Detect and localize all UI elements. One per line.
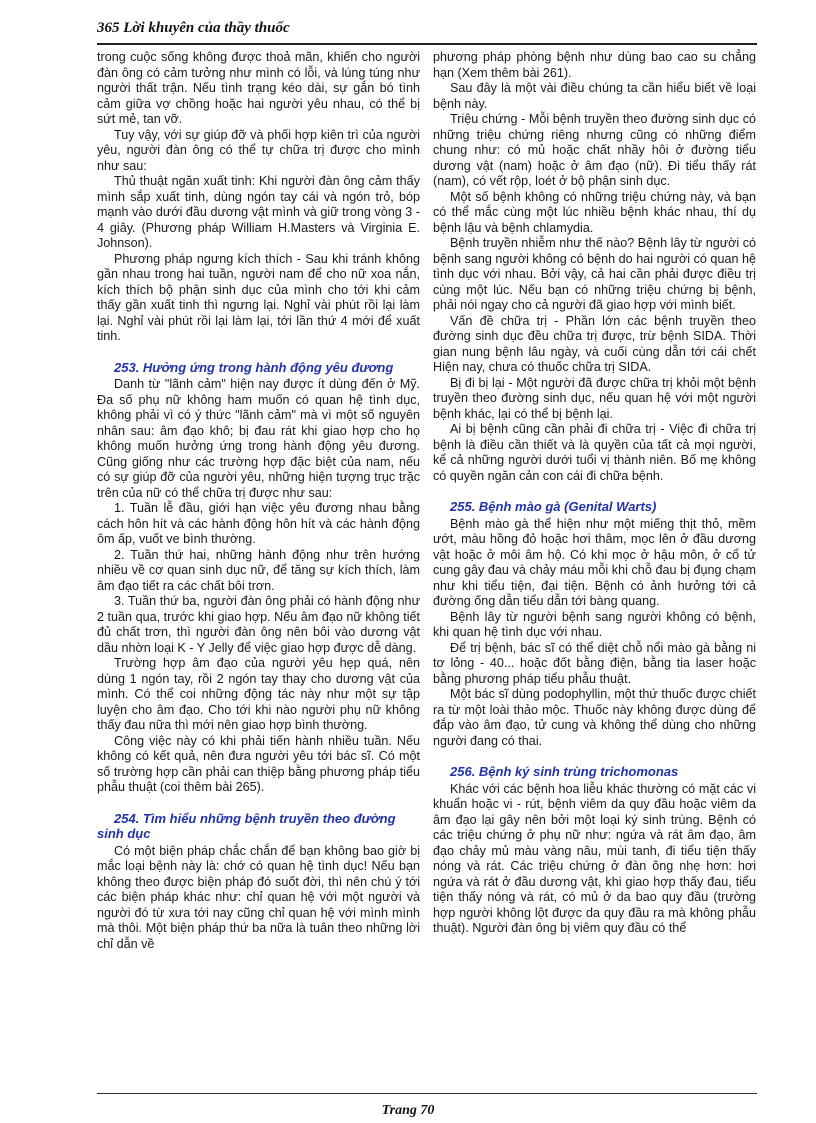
section-heading-254: 254. Tìm hiểu những bệnh truyền theo đường sinh dục <box>97 810 396 841</box>
paragraph: Trường hợp âm đạo của người yêu hẹp quá, nên dùng 1 ngón tay, rồi 2 ngón tay thay cho dương vật của mình. Có thể coi những động tác này như một sự tập luyện cho âm đạo. Cho tới khi nào người phụ nữ không thấy đau nữa thì mới nên giao hợp bình thường. <box>97 656 420 732</box>
paragraph: Bị đi bị lại - Một người đã được chữa trị khỏi một bệnh truyền theo đường sinh dục, nếu quan hệ với một người bệnh khác, lại có thể bị bệnh lại. <box>433 375 756 421</box>
paragraph: Tuy vậy, với sự giúp đỡ và phối hợp kiên trì của người yêu, người đàn ông có thể tự chữa trị được cho mình như sau: <box>97 127 420 173</box>
paragraph: Danh từ "lãnh cảm" hiện nay được ít dùng đến ở Mỹ. Đa số phụ nữ không ham muốn có quan hệ tình dục, không phải vì có ý thức "lãnh cảm" mà vì một số nguyên nhân sau: âm đạo khô; bị đau rát khi giao hợp cho họ không muốn hưởng ứng trong hành động yêu đương. Cũng giống như các trường hợp đặc biệt của nam, nếu có sự giúp đỡ của người yêu, những hiện tượng trục trặc trên của nữ có thể chữa trị được như sau: <box>97 377 420 500</box>
paragraph: Triệu chứng - Mỗi bệnh truyền theo đường sinh dục có những triệu chứng riêng nhưng cũng có những điểm chung như: có mủ hoặc chất nhầy hôi ở đường tiểu dương vật (nam) hoặc ở âm đạo (nữ). Đi tiểu thấy rát (nam), có vết rộp, loét ở bộ phận sinh dục. <box>433 112 756 188</box>
footer-divider <box>97 1093 757 1094</box>
paragraph: Bệnh lây từ người bệnh sang người không có bệnh, khi quan hệ tình dục với nhau. <box>433 609 756 639</box>
section-heading-253: 253. Hưởng ứng trong hành động yêu đương <box>114 359 394 375</box>
paragraph: Một bác sĩ dùng podophyllin, một thứ thuốc được chiết ra từ một loài thảo mộc. Thuốc này không được dùng để đắp vào âm đạo, tử cung và không thể dùng cho những người đang có thai. <box>433 687 756 748</box>
paragraph: Vấn đề chữa trị - Phần lớn các bệnh truyền theo đường sinh dục đều chữa trị được, trừ bệnh SIDA. Thời gian nung bệnh lâu ngày, và cuối cùng dẫn tới cái chết Hiện nay, chưa có thuốc chữa trị SIDA. <box>433 313 756 374</box>
paragraph: Công việc này có khi phải tiến hành nhiều tuần. Nếu không có kết quả, nên đưa người yêu tới bác sĩ. Có một số trường hợp cần phải can thiệp bằng phương pháp tiểu phẫu thuật (coi thêm bài 265). <box>97 733 420 794</box>
paragraph: Sau đây là một vài điều chúng ta cần hiểu biết về loại bệnh này. <box>433 81 756 111</box>
paragraph: Khác với các bệnh hoa liễu khác thường có mặt các vi khuẩn hoặc vi - rút, bệnh viêm da quy đầu hoặc viêm da âm đạo lại gây nên bởi một loại ký sinh trùng. Bệnh có các triệu chứng ở phụ nữ như: ngứa và rát âm đạo, âm đạo chảy mủ màu vàng nâu, mùi tanh, đi tiểu tiện thấy nóng và rát. Các triệu chứng ở đàn ông nhẹ hơn: hơi ngứa và rát ở đầu dương vật, khi giao hợp thấy đau, tiểu tiện thấy nóng và rát, có mủ ở da bao quy đầu (trường hợp người không lột được da quy đầu ra mà không phẫu thuật). Người đàn ông bị viêm quy đầu có thể <box>433 781 756 935</box>
paragraph: 1. Tuần lễ đầu, giới hạn việc yêu đương nhau bằng cách hôn hít và các hành động hôn hít và các hành động ôm ấp, vuốt ve bình thường. <box>97 501 420 546</box>
paragraph: Phương pháp ngưng kích thích - Sau khi tránh không gần nhau trong hai tuần, người nam để cho nữ xoa nắn, kích thích bộ phận sinh dục của mình cho tới khi cảm thấy gần xuất tinh thì ngưng lại. Nghỉ vài phút rồi lại làm lại. Nghỉ vài phút rồi lại làm lại, tới lần thứ 4 mới để xuất tinh. <box>97 251 420 343</box>
paragraph: Để trị bệnh, bác sĩ có thể diệt chỗ nổi mào gà bằng ni tơ lỏng - 40... hoặc đốt bằng điện, bằng tia laser hoặc bằng phương pháp tiểu phẫu thuật. <box>433 640 756 686</box>
page-number: Trang 70 <box>381 1103 435 1118</box>
paragraph: Ai bị bệnh cũng cần phải đi chữa trị - Việc đi chữa trị bệnh là điều cần thiết và là quyền của tất cả mọi người, kể cả những người dưới tuổi vị thành niên. Bố mẹ không có quyền ngăn cản con cái đi chữa bệnh. <box>433 422 756 483</box>
right-column <box>433 50 756 937</box>
paragraph: Bệnh truyền nhiễm như thế nào? Bệnh lây từ người có bệnh sang người không có bệnh do hai người có quan hệ tình dục với nhau. Bởi vậy, cả hai cần phải được điều trị cùng một lúc. Nếu bạn có những triệu chứng bị bệnh, phải nói ngay cho cả người đã giao hợp với mình biết. <box>433 236 756 312</box>
section-heading-256: 256. Bệnh ký sinh trùng trichomonas <box>450 764 679 779</box>
paragraph: trong cuộc sống không được thoả mãn, khiến cho người đàn ông có cảm tưởng như mình có lỗi, và lúng túng như người thất trận. Nếu tình trạng kéo dài, sự gắn bó tình cảm giữa vợ chồng hoặc hai người yêu nhau, có thể bị sứt mẻ, tan vỡ. <box>97 50 420 126</box>
left-column <box>97 50 420 952</box>
paragraph: 2. Tuần thứ hai, những hành động như trên hướng nhiều về cơ quan sinh dục nữ, để tăng sự kích thích, làm âm đạo tiết ra các chất bôi trơn. <box>97 547 420 593</box>
header-divider <box>97 43 757 45</box>
section-heading-255: 255. Bệnh mào gà (Genital Warts) <box>450 499 657 514</box>
paragraph: Thủ thuật ngăn xuất tinh: Khi người đàn ông cảm thấy mình sắp xuất tinh, dùng ngón tay cái và ngón trỏ, bóp mạnh vào dưới đầu dương vật mình và giữ trong vòng 3 - 4 giây. (Phương pháp William H.Masters và Virginia E. Johnson). <box>97 174 420 250</box>
paragraph: Một số bệnh không có những triệu chứng này, và bạn có thể mắc cùng một lúc nhiều bệnh khác nhau, thí dụ bệnh lậu và bệnh chlamydia. <box>433 189 756 235</box>
paragraph: Bệnh mào gà thể hiện như một miếng thịt thỏ, mềm ướt, màu hồng đỏ hoặc hơi thâm, mọc lên ở đầu dương vật hoặc ở môi âm hộ. Có khi mọc ở hậu môn, ở cổ tử cung gây đau và chảy máu mỗi khi chỗ đau bị đụng chạm như khi tiểu tiện, đại tiện. Bệnh có ảnh hưởng tới cả đường ống dẫn tiểu dẫn tới bàng quang. <box>433 516 756 608</box>
paragraph: 3. Tuần thứ ba, người đàn ông phải có hành động như 2 tuần qua, trước khi giao hợp. Nếu âm đạo nữ không tiết đủ chất trơn, thì người đàn ông nên bôi vào dương vật dầu nhờn loại K - Y Jelly để việc giao hợp được dễ dàng. <box>97 594 420 655</box>
paragraph: Có một biện pháp chắc chắn để bạn không bao giờ bị mắc loại bệnh này là: chớ có quan hệ tình dục! Nếu bạn không theo được biện pháp đó suốt đời, thì nên chú ý tới các biện pháp khác như: chỉ quan hệ với một người và người đó từ xưa tới nay cũng chỉ quan hệ với mình mình mà thôi. Một biện pháp thứ ba nữa là tuân theo những lời chỉ dẫn về <box>97 843 420 951</box>
paragraph: phương pháp phòng bệnh như dùng bao cao su chẳng hạn (Xem thêm bài 261). <box>433 50 756 80</box>
page-header-title: 365 Lời khuyên của thầy thuốc <box>97 20 290 36</box>
